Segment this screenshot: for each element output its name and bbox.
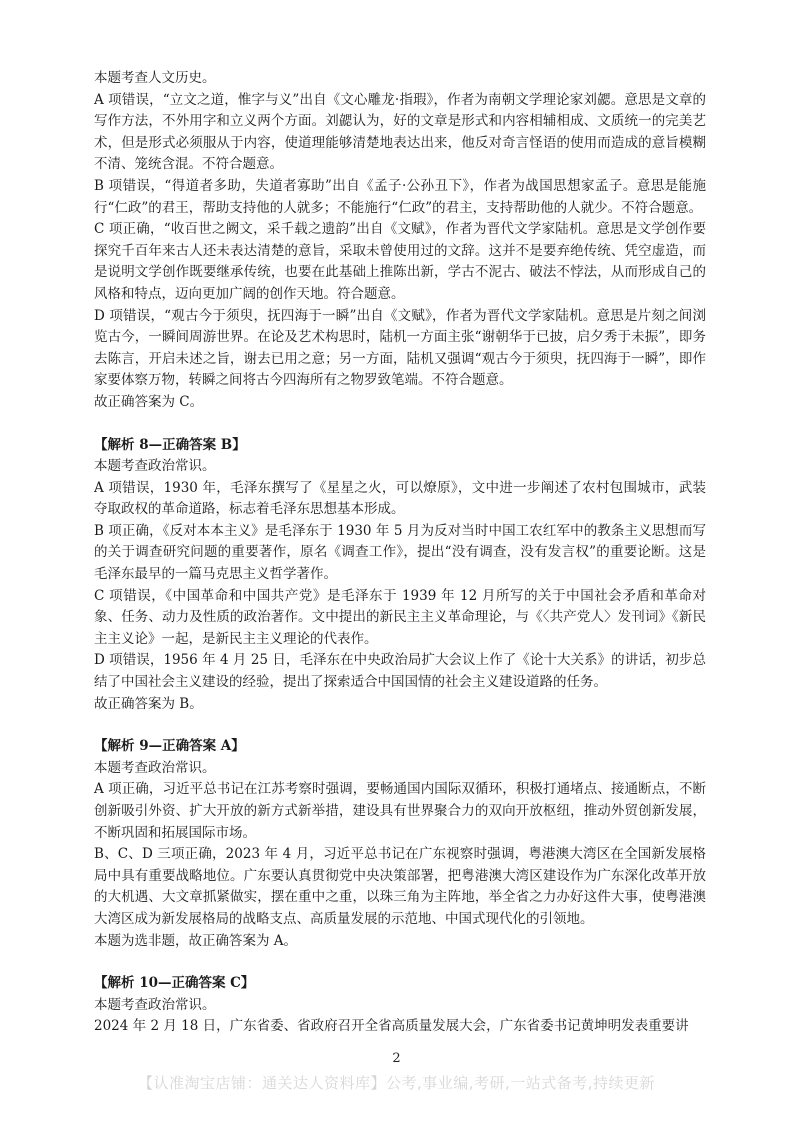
paragraph: B 项错误，“得道者多助，失道者寡助”出自《孟子·公孙丑下》，作者为战国思想家孟子。意思是能施行“仁政”的君王，帮助支持他的人就多；不能施行“仁政”的君主，支持帮助他的人就少。不符合题意。 — [94, 177, 706, 216]
paragraph: 本题为选非题，故正确答案为 A。 — [94, 932, 298, 949]
paragraph: 2024 年 2 月 18 日，广东省委、省政府召开全省高质量发展大会，广东省委书记黄坤明发表重要讲 — [94, 1018, 689, 1035]
footer-watermark: 【认准淘宝店铺：通关达人资料库】公考,事业编,考研,一站式备考,持续更新 — [137, 1074, 656, 1092]
paragraph: 本题考查政治常识。 — [94, 458, 216, 475]
paragraph: 本题考查政治常识。 — [94, 996, 216, 1013]
paragraph: 故正确答案为 C。 — [94, 393, 204, 410]
paragraph: C 项错误，《中国革命和中国共产党》是毛泽东于 1939 年 12 月所写的关于中国社会矛盾和革命对象、任务、动力及性质的政治著作。文中提出的新民主主义革命理论，与《〈共产党人〉发刊词》《新民主主义论》一起，是新民主主义理论的代表作。 — [94, 587, 706, 647]
document-body — [94, 68, 706, 1038]
section-heading-8: 【解析 8—正确答案 B】 — [94, 436, 246, 453]
section-heading-9: 【解析 9—正确答案 A】 — [94, 738, 245, 755]
paragraph: 本题考查人文历史。 — [94, 70, 216, 86]
paragraph: D 项错误，1956 年 4 月 25 日，毛泽东在中央政治局扩大会议上作了《论十大关系》的讲话，初步总结了中国社会主义建设的经验，提出了探索适合中国国情的社会主义建设道路的任务。 — [94, 652, 706, 691]
paragraph: D 项错误，“观古今于须臾，抚四海于一瞬”出自《文赋》，作者为晋代文学家陆机。意思是片刻之间浏览古今，一瞬间周游世界。在论及艺术构思时，陆机一方面主张“谢朝华于已披，启夕秀于未振”，即务去陈言，开启未述之旨，谢去已用之意；另一方面，陆机又强调“观古今于须臾，抚四海于一瞬”，即作家要体察万物，转瞬之间将古今四海所有之物罗致笔端。不符合题意。 — [94, 307, 706, 389]
paragraph: A 项正确，习近平总书记在江苏考察时强调，要畅通国内国际双循环，积极打通堵点、接通断点，不断创新吸引外资、扩大开放的新方式新举措，建设具有世界聚合力的双向开放枢纽，推动外贸创新发展，不断巩固和拓展国际市场。 — [94, 781, 706, 841]
paragraph: A 项错误，1930 年，毛泽东撰写了《星星之火，可以燎原》，文中进一步阐述了农村包围城市，武装夺取政权的革命道路，标志着毛泽东思想基本形成。 — [94, 479, 706, 518]
section-heading-10: 【解析 10—正确答案 C】 — [94, 975, 255, 992]
paragraph: A 项错误，“立文之道，惟字与义”出自《文心雕龙·指瑕》，作者为南朝文学理论家刘勰。意思是文章的写作方法，不外用字和立义两个方面。刘勰认为，好的文章是形式和内容相辅相成、文质统一的完美艺术，但是形式必须服从于内容，使道理能够清楚地表达出来，他反对奇言怪语的使用而造成的意旨模糊不清、笼统含混。不符合题意。 — [94, 91, 706, 173]
paragraph: C 项正确，“收百世之阙文，采千载之遗韵”出自《文赋》，作者为晋代文学家陆机。意思是文学创作要探究千百年来古人还未表达清楚的意旨，采取未曾使用过的文辞。这并不是要弃绝传统、凭空虚造，而是说明文学创作既要继承传统，也要在此基础上推陈出新，学古不泥古、破法不悖法，从而形成自己的风格和特点，迈向更加广阔的创作天地。符合题意。 — [94, 221, 706, 302]
paragraph: 本题考查政治常识。 — [94, 759, 216, 776]
paragraph: 故正确答案为 B。 — [94, 695, 203, 712]
paragraph: B 项正确，《反对本本主义》是毛泽东于 1930 年 5 月为反对当时中国工农红军中的教条主义思想而写的关于调查研究问题的重要著作，原名《调查工作》，提出“没有调查，没有发言权”的重要论断。这是毛泽东最早的一篇马克思主义哲学著作。 — [94, 522, 706, 583]
page-number: 2 — [392, 1051, 401, 1066]
paragraph: B、C、D 三项正确，2023 年 4 月，习近平总书记在广东视察时强调，粤港澳大湾区在全国新发展格局中具有重要战略地位。广东要认真贯彻党中央决策部署，把粤港澳大湾区建设作为广东深化改革开放的大机遇、大文章抓紧做实，摆在重中之重，以珠三角为主阵地，举全省之力办好这件大事，使粤港澳大湾区成为新发展格局的战略支点、高质量发展的示范地、中国式现代化的引领地。 — [94, 846, 706, 927]
